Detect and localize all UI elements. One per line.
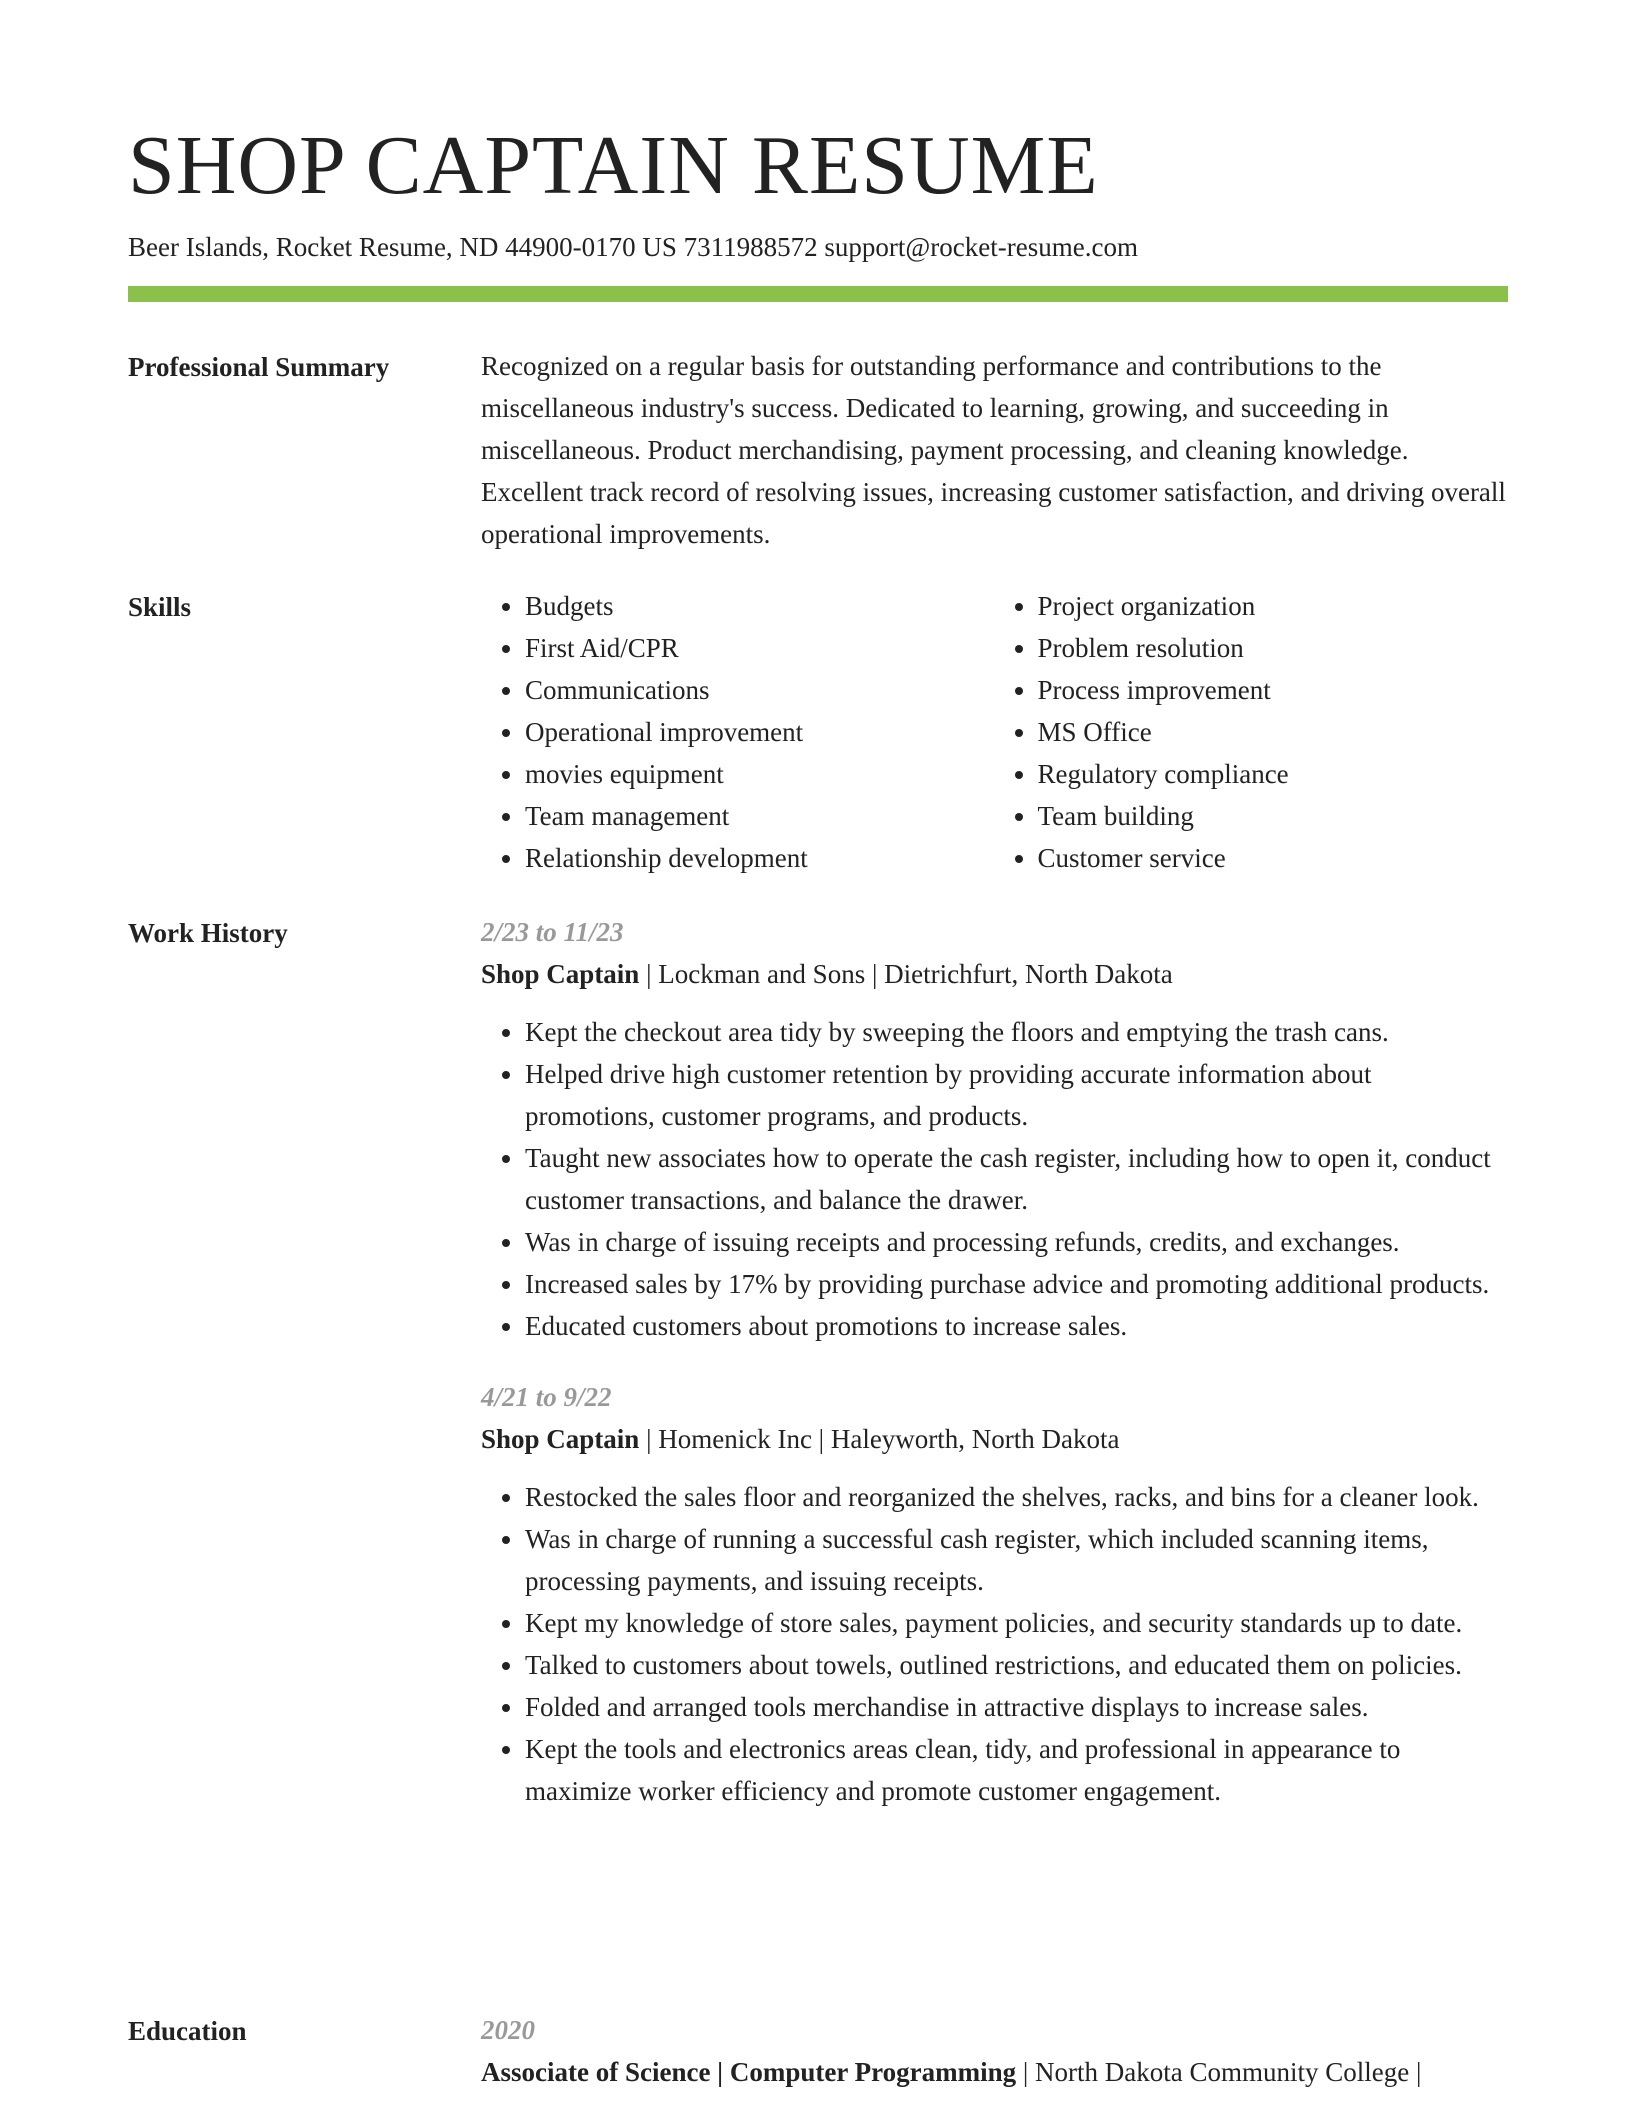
education-degree-line — [481, 2051, 1506, 2093]
job-duty: • Was in charge of issuing receipts and processing refunds, credits, and exchanges. — [525, 1221, 1506, 1263]
skill-item: • Budgets — [525, 585, 994, 627]
job-duty: • Kept the checkout area tidy by sweeping the floors and emptying the trash cans. — [525, 1011, 1506, 1053]
job-duty: • Restocked the sales floor and reorganized the shelves, racks, and bins for a cleaner look. — [525, 1476, 1506, 1518]
skill-item: • Operational improvement — [525, 711, 994, 753]
skill-item: • movies equipment — [525, 753, 994, 795]
job-employer: | Homenick Inc | Haleyworth, North Dakota — [639, 1424, 1120, 1454]
skill-item: • Problem resolution — [1038, 627, 1507, 669]
skills-heading: Skills — [128, 592, 192, 622]
job-duty: • Folded and arranged tools merchandise in attractive displays to increase sales. — [525, 1686, 1506, 1728]
work-heading: Work History — [128, 918, 288, 948]
skill-item: • MS Office — [1038, 711, 1507, 753]
education-heading: Education — [128, 2016, 247, 2046]
summary-body — [481, 352, 1506, 555]
job-duty: • Was in charge of running a successful cash register, which included scanning items, processing payments, and issuing receipts. — [525, 1518, 1506, 1602]
accent-divider — [128, 286, 1508, 302]
job-duty: • Kept the tools and electronics areas clean, tidy, and professional in appearance to maximize worker efficiency and promote customer engagement. — [525, 1728, 1506, 1812]
summary-heading: Professional Summary — [128, 352, 390, 382]
job-entry — [481, 1376, 1506, 1812]
job-title-line — [481, 1418, 1506, 1460]
job-duties-list — [481, 1476, 1506, 1812]
skill-item: • Team building — [1038, 795, 1507, 837]
skill-item: • Regulatory compliance — [1038, 753, 1507, 795]
job-role: Shop Captain — [481, 959, 640, 989]
job-duty: • Helped drive high customer retention by providing accurate information about promotions, customer programs, and products. — [525, 1053, 1506, 1137]
education-degree: Associate of Science | Computer Programming — [481, 2057, 1017, 2087]
skill-item: • Customer service — [1038, 837, 1507, 879]
job-duty: • Talked to customers about towels, outlined restrictions, and educated them on policies. — [525, 1644, 1506, 1686]
job-entry — [481, 911, 1506, 1347]
skills-body — [481, 592, 1506, 879]
summary-text: Recognized on a regular basis for outstanding performance and contributions to the miscellaneous industry's success. Dedicated to learning, growing, and succeeding in miscellaneous. Product merchandising, payment processing, and cleaning knowledge. Excellent track record of resolving issues, increasing customer satisfaction, and driving overall operational improvements. — [481, 351, 1506, 549]
skills-columns — [481, 585, 1506, 879]
job-duty: • Educated customers about promotions to increase sales. — [525, 1305, 1506, 1347]
resume-title: SHOP CAPTAIN RESUME — [128, 119, 1099, 212]
contact-line: Beer Islands, Rocket Resume, ND 44900-0170 US 7311988572 support@rocket-resume.com — [128, 232, 1138, 262]
skills-list-left — [481, 585, 994, 879]
skill-item: • First Aid/CPR — [525, 627, 994, 669]
skills-list-right — [994, 585, 1507, 879]
job-title-line — [481, 953, 1506, 995]
skill-item: • Project organization — [1038, 585, 1507, 627]
job-duty: • Taught new associates how to operate the cash register, including how to open it, conduct customer transactions, and balance the drawer. — [525, 1137, 1506, 1221]
job-dates: 2/23 to 11/23 — [481, 917, 624, 947]
work-body — [481, 918, 1506, 1812]
skill-item: • Team management — [525, 795, 994, 837]
job-role: Shop Captain — [481, 1424, 640, 1454]
skill-item: • Process improvement — [1038, 669, 1507, 711]
skill-item: • Relationship development — [525, 837, 994, 879]
education-date: 2020 — [481, 2015, 535, 2045]
skill-item: • Communications — [525, 669, 994, 711]
job-duty: • Increased sales by 17% by providing purchase advice and promoting additional products. — [525, 1263, 1506, 1305]
job-duties-list — [481, 1011, 1506, 1347]
job-employer: | Lockman and Sons | Dietrichfurt, North Dakota — [639, 959, 1173, 989]
job-dates: 4/21 to 9/22 — [481, 1382, 612, 1412]
job-duty: • Kept my knowledge of store sales, payment policies, and security standards up to date. — [525, 1602, 1506, 1644]
education-body — [481, 2016, 1506, 2093]
education-school: | North Dakota Community College | — [1016, 2057, 1422, 2087]
